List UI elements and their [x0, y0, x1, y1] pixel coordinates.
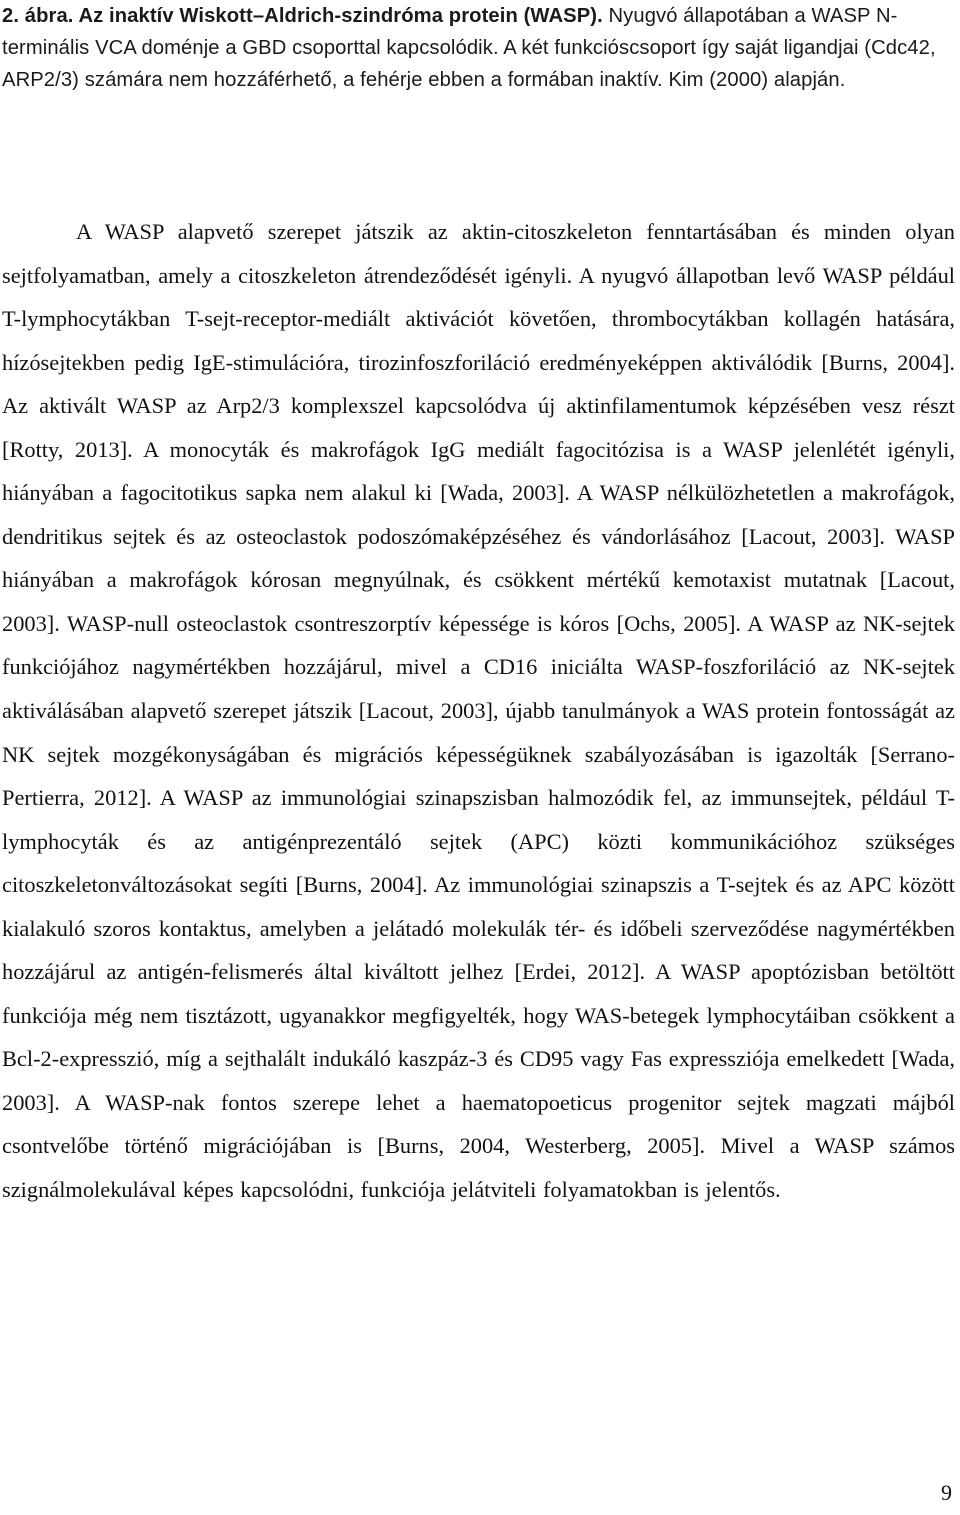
figure-caption-label: 2. ábra. Az inaktív Wiskott–Aldrich-szindróma protein (WASP).: [2, 5, 603, 27]
body-paragraph: A WASP alapvető szerepet játszik az aktin-citoszkeleton fenntartásában és minden olyan sejtfolyamatban, amely a citoszkeleton átrendeződését igényli. A nyugvó állapotban levő WASP például T-lymphocytákban T-sejt-receptor-mediált aktivációt követően, thrombocytákban kollagén hatására, hízósejtekben pedig IgE-stimulációra, tirozinfoszforiláció eredményeképpen aktiválódik [Burns, 2004]. Az aktivált WASP az Arp2/3 komplexszel kapcsolódva új aktinfilamentumok képzésében vesz részt [Rotty, 2013]. A monocyták és makrofágok IgG mediált fagocitózisa is a WASP jelenlétét igényli, hiányában a fagocitotikus sapka nem alakul ki [Wada, 2003]. A WASP nélkülözhetetlen a makrofágok, dendritikus sejtek és az osteoclastok podoszómaképzéséhez és vándorlásához [Lacout, 2003]. WASP hiányában a makrofágok kórosan megnyúlnak, és csökkent mértékű kemotaxist mutatnak [Lacout, 2003]. WASP-null osteoclastok csontreszorptív képessége is kóros [Ochs, 2005]. A WASP az NK-sejtek funkciójához nagymértékben hozzájárul, mivel a CD16 iniciálta WASP-foszforiláció az NK-sejtek aktiválásában alapvető szerepet játszik [Lacout, 2003], újabb tanulmányok a WAS protein fontosságát az NK sejtek mozgékonyságában és migrációs képességüknek szabályozásában is igazolták [Serrano-Pertierra, 2012]. A WASP az immunológiai szinapszisban halmozódik fel, az immunsejtek, például T-lymphocyták és az antigénprezentáló sejtek (APC) közti kommunikációhoz szükséges citoszkeletonváltozásokat segíti [Burns, 2004]. Az immunológiai szinapszis a T-sejtek és az APC között kialakuló szoros kontaktus, amelyben a jelátadó molekulák tér- és időbeli szerveződése nagymértékben hozzájárul az antigén-felismerés által kiváltott jelhez [Erdei, 2012]. A WASP apoptózisban betöltött funkciója még nem tisztázott, ugyanakkor megfigyelték, hogy WAS-betegek lymphocytáiban csökkent a Bcl-2-expresszió, míg a sejthalált indukáló kaszpáz-3 és CD95 vagy Fas expressziója emelkedett [Wada, 2003]. A WASP-nak fontos szerepe lehet a haematopoeticus progenitor sejtek magzati májból csontvelőbe történő migrációjában is [Burns, 2004, Westerberg, 2005]. Mivel a WASP számos szignálmolekulával képes kapcsolódni, funkciója jelátviteli folyamatokban is jelentős.: [2, 219, 955, 1203]
page-number: 9: [941, 1480, 952, 1505]
figure-caption: [2, 0, 952, 96]
figure-caption-text: Nyugvó állapotában a WASP N-terminális VCA doménje a GBD csoporttal kapcsolódik. A két funkcióscsoport így saját ligandjai (Cdc42, ARP2/3) számára nem hozzáférhető, a fehérje ebben a formában inaktív. Kim (2000) alapján.: [2, 5, 936, 91]
